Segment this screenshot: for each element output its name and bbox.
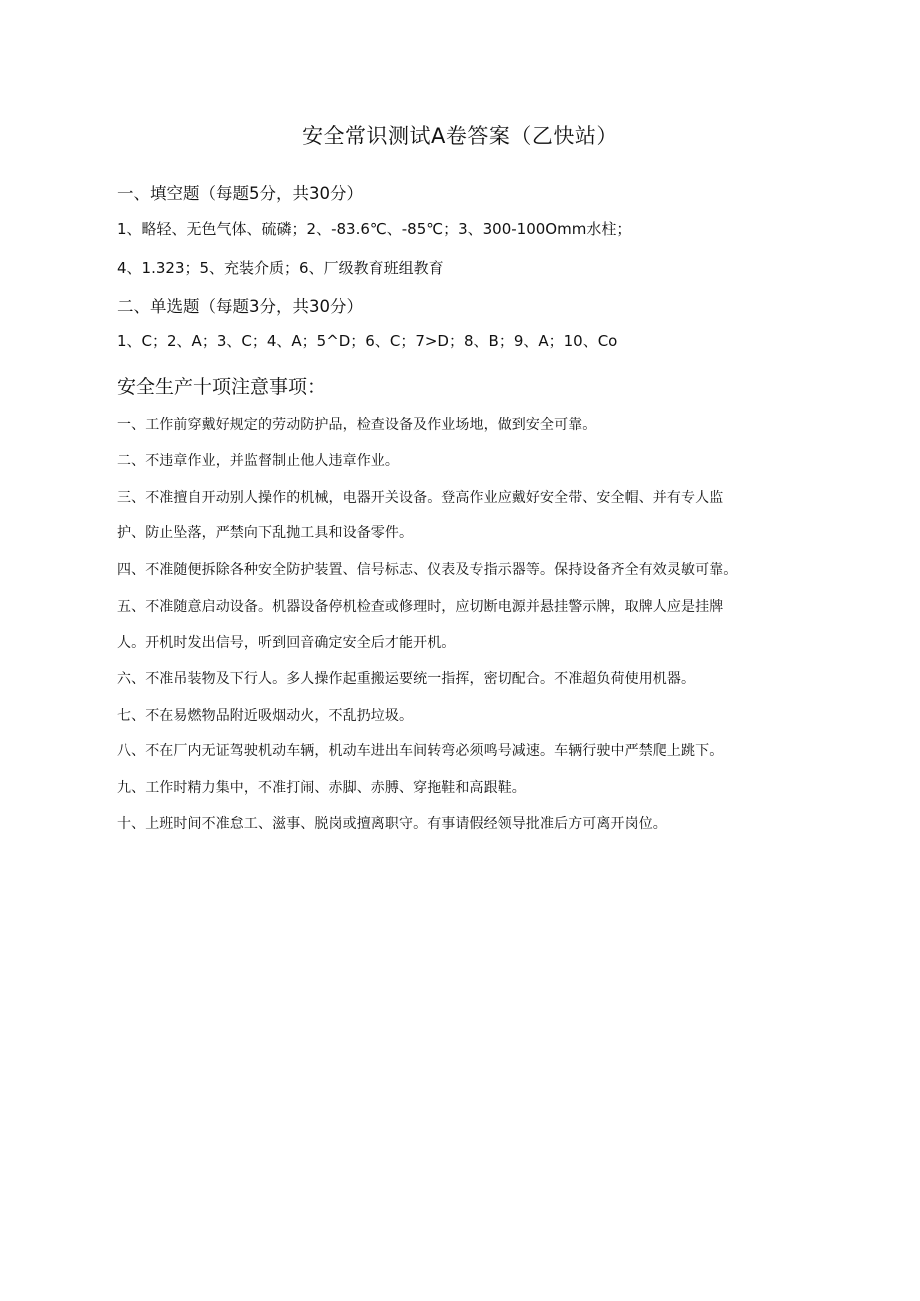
- safety-note-line: 八、不在厂内无证驾驶机动车辆，机动车进出车间转弯必须鸣号减速。车辆行驶中严禁爬上跳下。: [117, 743, 724, 759]
- section1-answer-line-1: 1、略轻、无色气体、硫磷；2、-83.6℃、-85℃；3、300-100Omm水柱；: [117, 220, 632, 238]
- safety-note-line: 五、不准随意启动设备。机器设备停机检查或修理时，应切断电源并悬挂警示牌，取牌人应是挂牌: [117, 599, 724, 615]
- safety-notes-heading: 安全生产十项注意事项：: [117, 376, 327, 398]
- safety-note-line: 六、不准吊装物及下行人。多人操作起重搬运要统一指挥，密切配合。不准超负荷使用机器。: [117, 671, 696, 687]
- safety-note-line: 九、工作时精力集中，不准打闹、赤脚、赤膊、穿拖鞋和高跟鞋。: [117, 780, 526, 796]
- safety-note-line: 十、上班时间不准怠工、滋事、脱岗或擅离职守。有事请假经领导批准后方可离开岗位。: [117, 816, 667, 832]
- section1-heading: 一、填空题（每题5分，共30分）: [117, 184, 363, 203]
- safety-note-line: 人。开机时发出信号，听到回音确定安全后才能开机。: [117, 635, 456, 651]
- section2-heading: 二、单选题（每题3分，共30分）: [117, 297, 363, 316]
- safety-note-line: 护、防止坠落，严禁向下乱抛工具和设备零件。: [117, 525, 414, 541]
- safety-note-line: 二、不违章作业，并监督制止他人违章作业。: [117, 453, 399, 469]
- safety-note-line: 一、工作前穿戴好规定的劳动防护品，检查设备及作业场地，做到安全可靠。: [117, 417, 597, 433]
- document-title: 安全常识测试A卷答案（乙快站）: [302, 124, 618, 148]
- safety-note-line: 七、不在易燃物品附近吸烟动火，不乱扔垃圾。: [117, 708, 414, 724]
- section1-answer-line-2: 4、1.323；5、充装介质；6、厂级教育班组教育: [117, 259, 444, 277]
- safety-note-line: 四、不准随便拆除各种安全防护装置、信号标志、仪表及专指示器等。保持设备齐全有效灵敏可靠。: [117, 562, 738, 578]
- safety-note-line: 三、不准擅自开动别人操作的机械，电器开关设备。登高作业应戴好安全带、安全帽、并有专人监: [117, 490, 724, 506]
- section2-answer-line-1: 1、C；2、A；3、C；4、A；5^D；6、C；7>D；8、B；9、A；10、Co: [117, 332, 618, 350]
